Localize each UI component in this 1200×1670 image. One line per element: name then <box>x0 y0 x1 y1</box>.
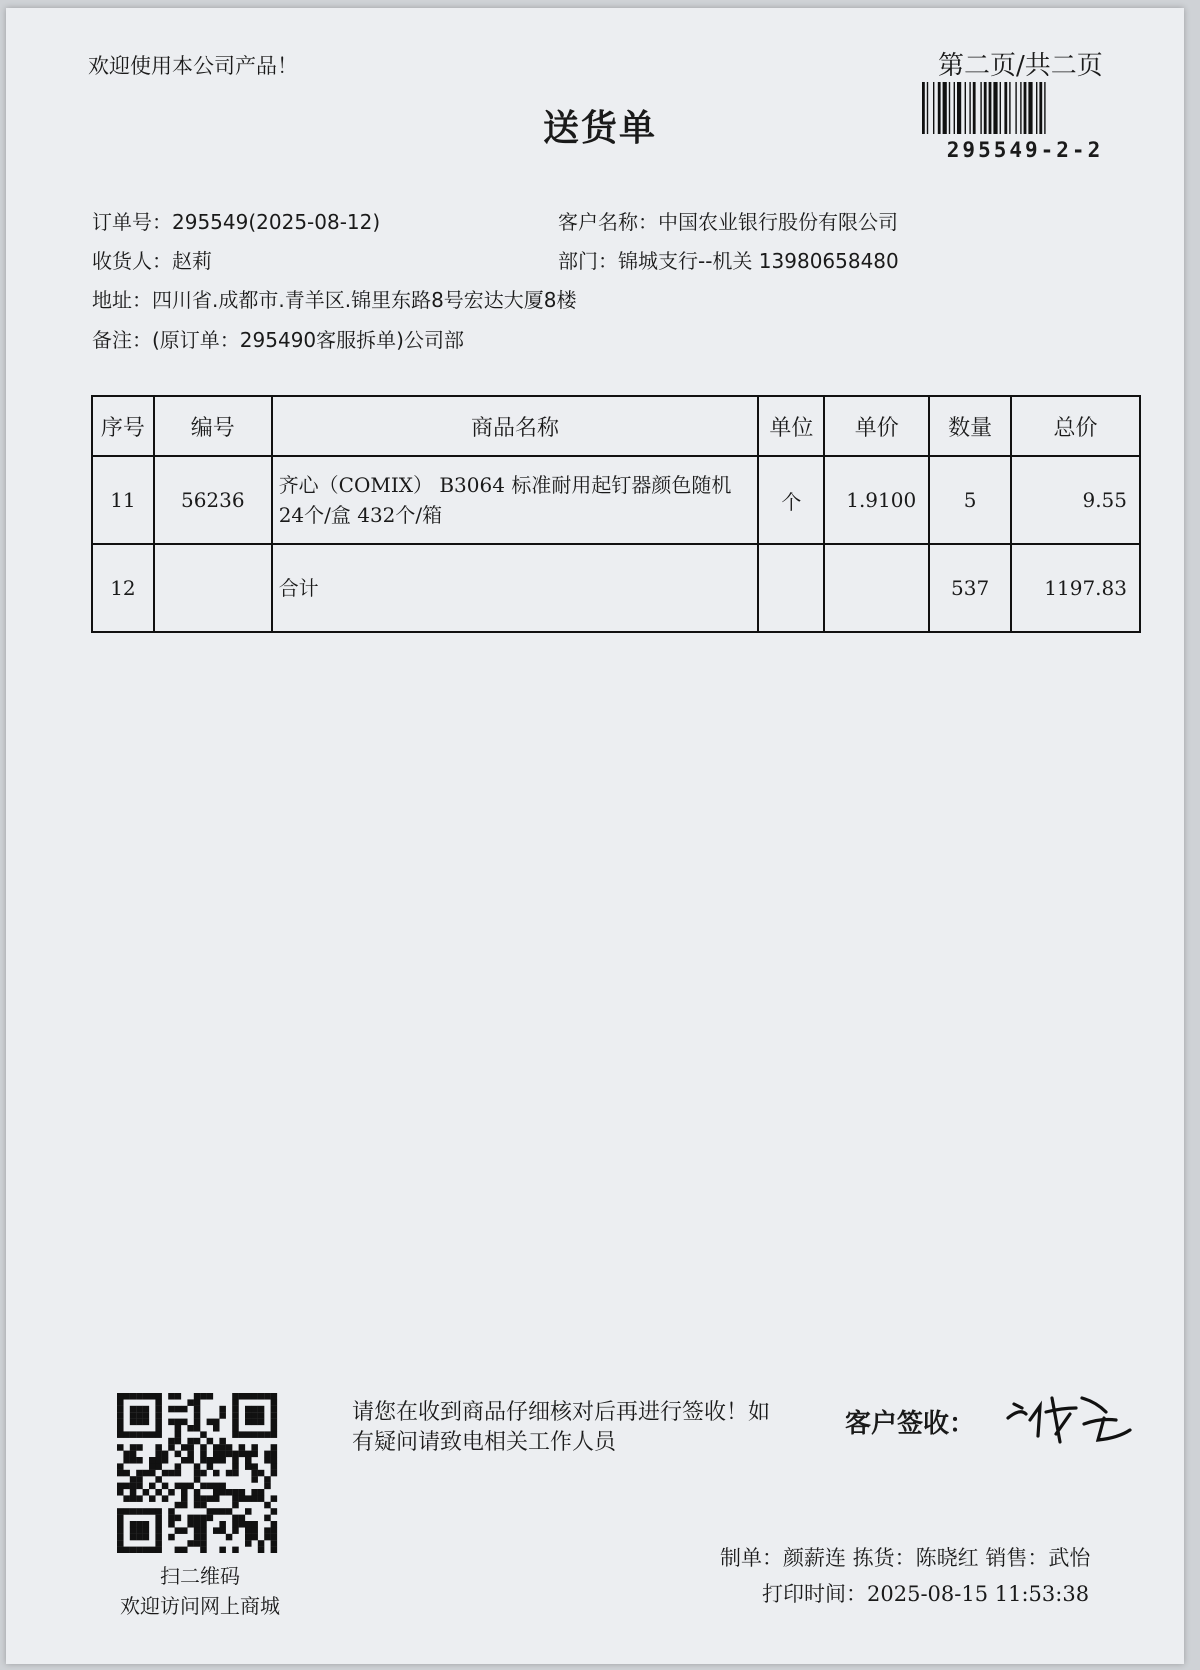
cell-name: 合计 <box>272 544 759 632</box>
barcode-number: 295549-2-2 <box>946 138 1104 162</box>
cell-total: 9.55 <box>1011 456 1140 544</box>
customer-name: 客户名称：中国农业银行股份有限公司 <box>558 210 898 234</box>
col-header-code: 编号 <box>154 396 272 456</box>
col-header-price: 单价 <box>824 396 929 456</box>
cell-price <box>824 544 929 632</box>
cell-code <box>154 544 272 632</box>
col-header-name: 商品名称 <box>272 396 759 456</box>
cell-unit: 个 <box>758 456 824 544</box>
handwritten-signature <box>1000 1378 1140 1448</box>
order-number: 订单号：295549(2025-08-12) <box>92 210 381 234</box>
cell-name: 齐心（COMIX） B3064 标准耐用起钉器颜色随机 24个/盒 432个/箱 <box>272 456 759 544</box>
cell-total: 1197.83 <box>1011 544 1140 632</box>
col-header-qty: 数量 <box>929 396 1011 456</box>
cell-qty: 5 <box>929 456 1011 544</box>
welcome-text: 欢迎使用本公司产品！ <box>88 54 298 78</box>
table-header-row <box>92 396 1140 456</box>
cell-unit <box>758 544 824 632</box>
customer-sign-label: 客户签收： <box>845 1409 976 1439</box>
page-indicator: 第二页/共二页 <box>938 51 1103 81</box>
document-title: 送货单 <box>542 107 657 149</box>
receipt-notice: 请您在收到商品仔细核对后再进行签收！如有疑问请致电相关工作人员 <box>352 1400 771 1455</box>
remark: 备注：(原订单：295490客服拆单)公司部 <box>92 328 464 352</box>
col-header-seq: 序号 <box>92 396 154 456</box>
cell-seq: 11 <box>92 456 154 544</box>
barcode-image <box>920 82 1130 134</box>
items-table <box>91 395 1141 633</box>
address: 地址：四川省.成都市.青羊区.锦里东路8号宏达大厦8楼 <box>92 288 577 312</box>
department: 部门：锦城支行--机关 13980658480 <box>558 249 899 273</box>
cell-code: 56236 <box>154 456 272 544</box>
staff-info: 制单：颜薪连 拣货：陈晓红 销售：武怡 <box>720 1546 1091 1570</box>
print-time: 打印时间：2025-08-15 11:53:38 <box>762 1582 1090 1606</box>
cell-price: 1.9100 <box>824 456 929 544</box>
qr-caption-scan: 扫二维码 <box>160 1564 240 1588</box>
cell-qty: 537 <box>929 544 1011 632</box>
col-header-unit: 单位 <box>758 396 824 456</box>
qr-code-image <box>102 1393 292 1553</box>
qr-caption-visit: 欢迎访问网上商城 <box>120 1594 280 1618</box>
cell-seq: 12 <box>92 544 154 632</box>
table-row <box>92 456 1140 544</box>
receiver: 收货人：赵莉 <box>92 249 212 273</box>
col-header-total: 总价 <box>1011 396 1140 456</box>
table-row-total <box>92 544 1140 632</box>
